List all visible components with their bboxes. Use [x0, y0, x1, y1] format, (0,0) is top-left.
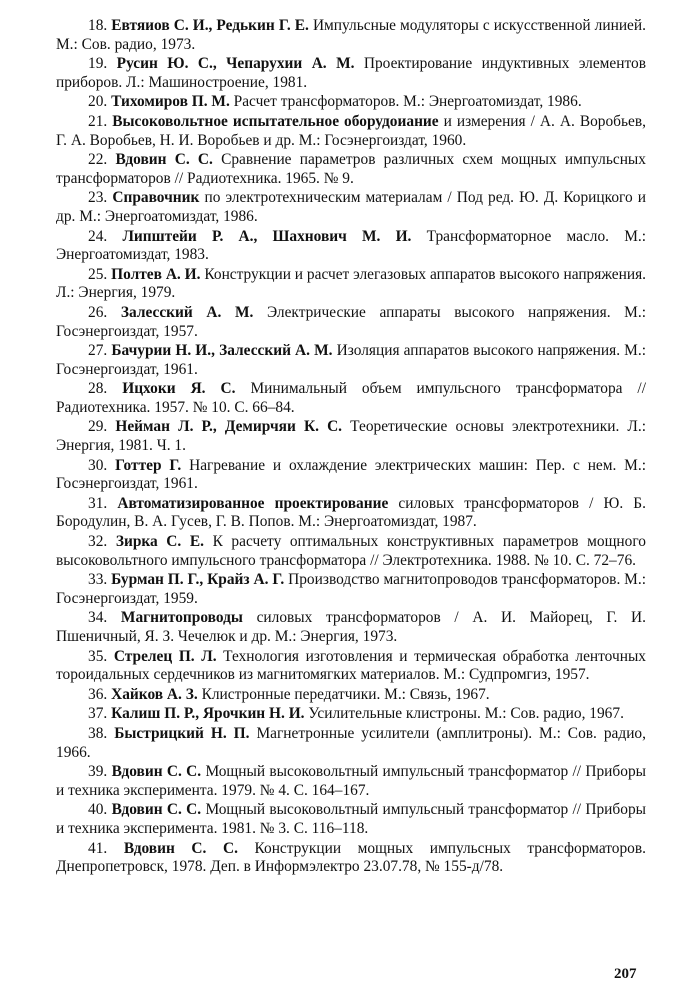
reference-text: Магнетронные усилители (амплитроны). М.: Сов. радио, 1966.	[56, 724, 646, 761]
reference-author: Тихомиров П. М.	[111, 93, 230, 111]
reference-text: Конструкции мощных импульсных трансформаторов. Днепропетровск, 1978. Деп. в Информэлектро 23.07.78, № 155-д/78.	[56, 839, 646, 876]
reference-author: Евтяиов С. И., Редькин Г. Е.	[111, 17, 309, 34]
reference-number: 31.	[88, 494, 108, 512]
reference-text: Импульсные модуляторы с искусственной линией. М.: Сов. радио, 1973.	[56, 17, 646, 53]
reference-entry	[56, 113, 646, 150]
reference-entry	[56, 151, 646, 188]
reference-entry	[56, 801, 646, 838]
reference-number: 30.	[88, 456, 108, 474]
reference-text: Минимальный объем импульсного трансформатора // Радиотехника. 1957. № 10. С. 66–84.	[56, 380, 646, 416]
reference-entry	[56, 705, 646, 724]
reference-text: силовых трансформаторов / А. И. Майорец, Г. И. Пшеничный, Я. З. Чечелюк и др. М.: Энергия, 1973.	[56, 609, 646, 645]
reference-text: Теоретические основы электротехники. Л.: Энергия, 1981. Ч. 1.	[56, 418, 646, 455]
reference-text: Нагревание и охлаждение электрических машин: Пер. с нем. М.: Госэнергоиздат, 1961.	[56, 456, 646, 493]
reference-number: 39.	[88, 763, 108, 781]
reference-text: Клистронные передатчики. М.: Связь, 1967.	[201, 685, 490, 703]
reference-text: Мощный высоковольтный импульсный трансформатор // Приборы и техника эксперимента. 1981. № 3. С. 116–118.	[56, 801, 646, 837]
reference-number: 23.	[88, 189, 108, 207]
reference-author: Русин Ю. С., Чепарухии А. М.	[116, 55, 355, 73]
reference-list	[56, 17, 646, 878]
reference-number: 21.	[88, 112, 108, 130]
reference-number: 22.	[88, 151, 108, 169]
reference-number: 25.	[88, 265, 108, 283]
reference-author: Автоматизированное проектирование	[117, 494, 389, 512]
reference-number: 36.	[88, 685, 108, 703]
reference-author: Стрелец П. Л.	[113, 647, 217, 665]
reference-author: Липштейи Р. А., Шахнович М. И.	[122, 227, 412, 245]
reference-author: Справочник	[112, 189, 200, 207]
reference-text: Электрические аппараты высокого напряжения. М.: Госэнергоиздат, 1957.	[56, 303, 646, 340]
reference-entry	[56, 380, 646, 417]
reference-author: Бурман П. Г., Крайз А. Г.	[111, 571, 285, 589]
reference-text: Производство магнитопроводов трансформаторов. М.: Госэнергоиздат, 1959.	[56, 571, 646, 607]
reference-number: 37.	[88, 705, 108, 723]
reference-entry	[56, 609, 646, 646]
reference-text: Трансформаторное масло. М.: Энергоатомиздат, 1983.	[56, 227, 647, 264]
reference-number: 35.	[88, 647, 108, 665]
reference-number: 18.	[88, 17, 108, 34]
reference-author: Готтер Г.	[115, 456, 182, 474]
reference-entry	[56, 228, 646, 265]
reference-author: Магнитопроводы	[120, 609, 243, 627]
reference-number: 38.	[88, 724, 108, 742]
reference-entry	[56, 342, 646, 379]
reference-text: Сравнение параметров различных схем мощных импульсных трансформаторов // Радиотехника. 1965. № 9.	[56, 151, 646, 187]
reference-text: Технология изготовления и термическая обработка ленточных тороидальных сердечников из магнитомягких материалов. М.: Судпромгиз, 1957.	[56, 647, 646, 684]
reference-text: Усилительные клистроны. М.: Сов. радио, 1967.	[308, 705, 624, 723]
reference-entry	[56, 533, 646, 570]
reference-entry	[56, 495, 646, 532]
reference-number: 19.	[88, 55, 108, 73]
reference-author: Быстрицкий Н. П.	[114, 724, 250, 742]
reference-author: Зирка С. Е.	[115, 533, 204, 551]
reference-number: 20.	[88, 93, 108, 111]
reference-number: 28.	[88, 380, 108, 398]
reference-number: 29.	[88, 418, 108, 436]
reference-author: Высоковольтное испытательное оборудоиание	[112, 112, 439, 130]
reference-number: 34.	[88, 609, 108, 627]
reference-entry	[56, 266, 646, 303]
reference-entry	[56, 93, 646, 112]
reference-entry	[56, 840, 646, 877]
reference-entry	[56, 571, 646, 608]
reference-author: Вдовин С. С.	[123, 839, 238, 857]
reference-entry	[56, 304, 646, 341]
reference-number: 41.	[88, 839, 108, 857]
reference-number: 33.	[88, 571, 108, 589]
reference-text: Проектирование индуктивных элементов приборов. Л.: Машиностроение, 1981.	[56, 55, 646, 91]
reference-author: Ицхоки Я. С.	[122, 380, 236, 398]
reference-author: Вдовин С. С.	[111, 801, 202, 819]
reference-entry	[56, 418, 646, 455]
reference-text: Расчет трансформаторов. М.: Энергоатомиздат, 1986.	[233, 93, 582, 111]
reference-text: Мощный высоковольтный импульсный трансформатор // Приборы и техника эксперимента. 1979. № 4. С. 164–167.	[56, 763, 646, 799]
reference-number: 40.	[88, 801, 108, 819]
reference-entry	[56, 55, 646, 92]
reference-author: Вдовин С. С.	[111, 763, 202, 781]
reference-author: Залесский А. М.	[120, 303, 254, 321]
reference-author: Хайков А. З.	[111, 685, 198, 703]
reference-text: и измерения / А. А. Воробьев, Г. А. Воробьев, Н. И. Воробьев и др. М.: Госэнергоиздат, 1960.	[56, 112, 646, 149]
reference-author: Бачурии Н. И., Залесский А. М.	[111, 342, 333, 360]
reference-entry	[56, 17, 646, 54]
reference-text: силовых трансформаторов / Ю. Б. Бородулин, В. А. Гусев, Г. В. Попов. М.: Энергоатомиздат, 1987.	[56, 494, 646, 531]
reference-entry	[56, 648, 646, 685]
reference-entry	[56, 189, 646, 226]
reference-number: 24.	[88, 227, 108, 245]
reference-author: Полтев А. И.	[111, 265, 201, 283]
reference-entry	[56, 686, 646, 705]
reference-text: по электротехническим материалам / Под ред. Ю. Д. Корицкого и др. М.: Энергоатомиздат, 1986.	[56, 189, 646, 225]
reference-text: Изоляция аппаратов высокого напряжения. М.: Госэнергоиздат, 1961.	[56, 342, 646, 378]
reference-text: К расчету оптимальных конструктивных параметров мощного высоковольтного импульсного трансформатора // Электротехника. 1988. № 10. С. 72–76.	[56, 533, 646, 569]
reference-entry	[56, 763, 646, 800]
page-number: 207	[614, 966, 637, 982]
reference-number: 26.	[88, 303, 108, 321]
reference-author: Вдовин С. С.	[115, 151, 213, 169]
reference-author: Калиш П. Р., Ярочкин Н. И.	[111, 705, 305, 723]
reference-number: 32.	[88, 533, 108, 551]
reference-entry	[56, 725, 646, 762]
reference-entry	[56, 457, 646, 494]
reference-number: 27.	[88, 342, 108, 360]
reference-text: Конструкции и расчет элегазовых аппаратов высокого напряжения. Л.: Энергия, 1979.	[56, 265, 646, 302]
reference-author: Нейман Л. Р., Демирчяи К. С.	[115, 418, 343, 436]
